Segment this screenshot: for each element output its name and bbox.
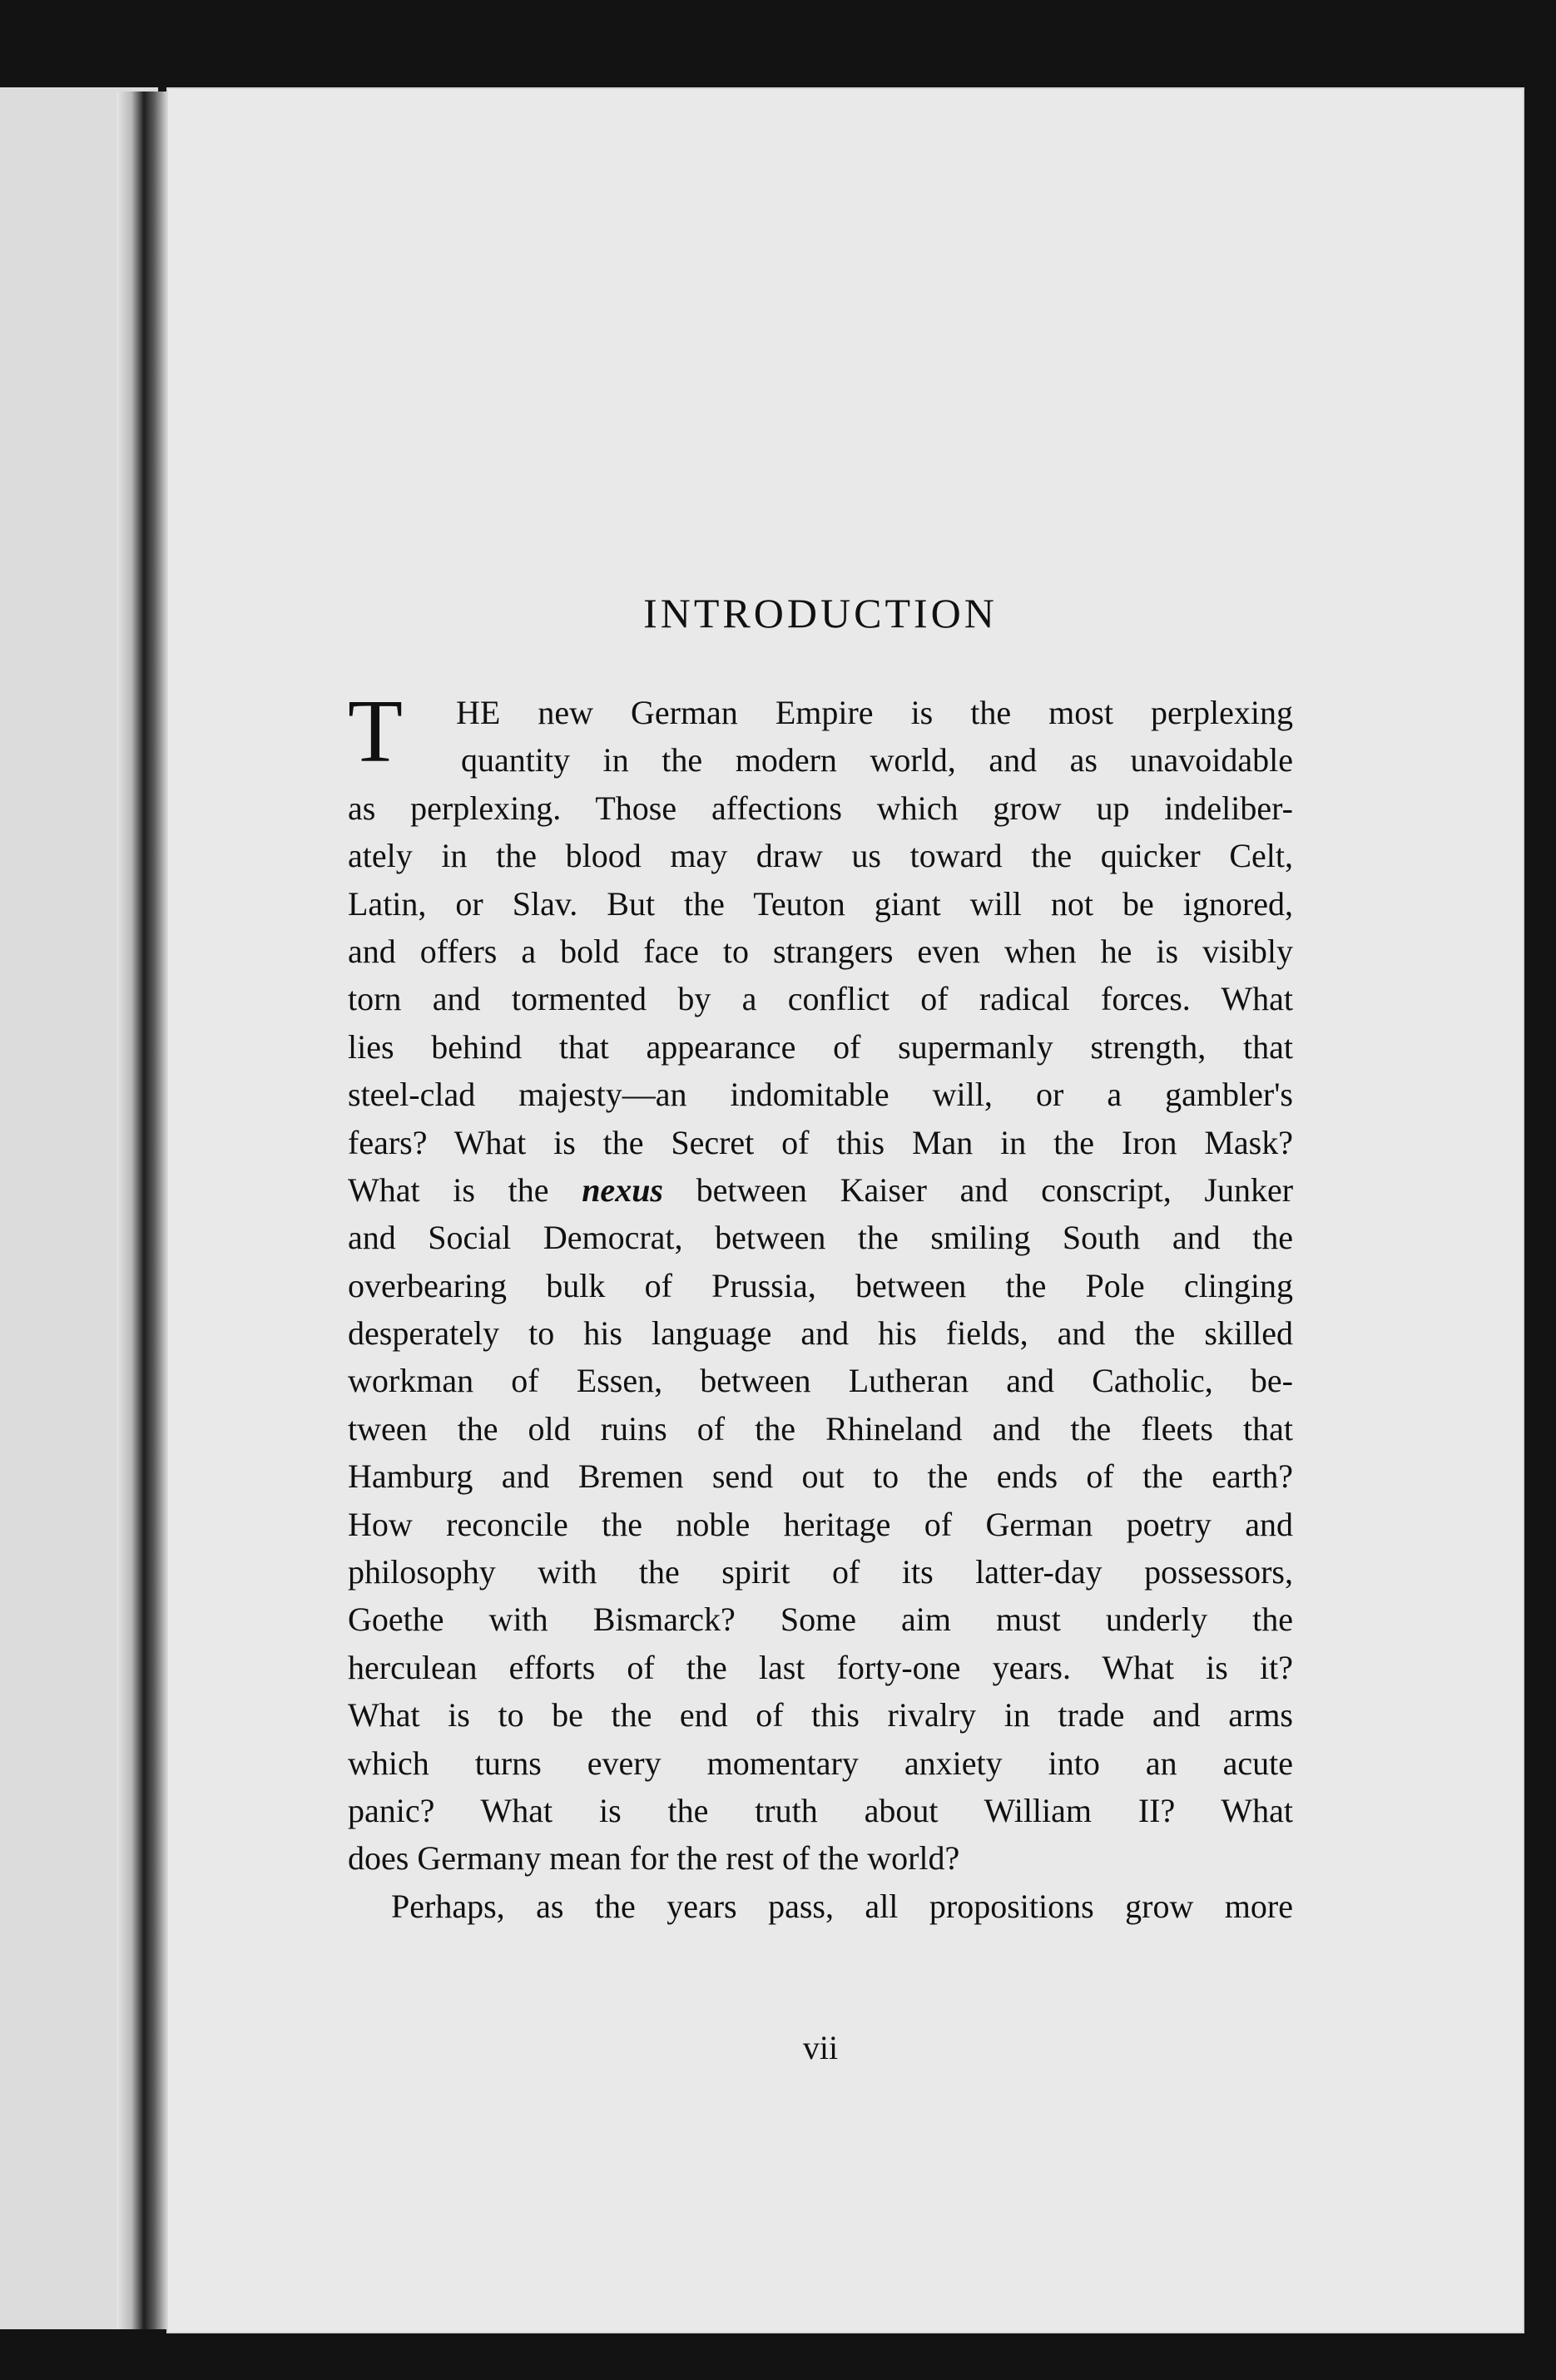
text-line: and offers a bold face to strangers even when he is visibly [348, 932, 1293, 970]
text-line: as perplexing. Those affections which grow up indeliber- [348, 789, 1293, 827]
text-line: overbearing bulk of Prussia, between the Pole clinging [348, 1266, 1293, 1304]
text-line: fears? What is the Secret of this Man in the Iron Mask? [348, 1123, 1293, 1161]
italic-word: nexus [582, 1170, 663, 1209]
line-text: What is the [348, 1170, 549, 1209]
page-number: vii [802, 2029, 839, 2066]
text-line [348, 1166, 1293, 1214]
text-line: ately in the blood may draw us toward the quicker Celt, [348, 837, 1293, 875]
chapter-heading: INTRODUCTION [643, 590, 998, 636]
text-line: lies behind that appearance of supermanly strength, that [348, 1027, 1293, 1066]
text-line: Goethe with Bismarck? Some aim must underly the [348, 1601, 1293, 1639]
book-gutter [116, 92, 166, 2329]
text-line: quantity in the modern world, and as unavoidable [461, 741, 1293, 779]
text-line: herculean efforts of the last forty-one years. What is it? [348, 1648, 1293, 1686]
text-line: steel-clad majesty—an indomitable will, or a gambler's [348, 1076, 1293, 1114]
text-line: and Social Democrat, between the smiling South and the [348, 1219, 1293, 1257]
text-line: workman of Essen, between Lutheran and Catholic, be- [348, 1362, 1293, 1400]
drop-cap: T [348, 682, 403, 781]
text-line: panic? What is the truth about William II? What [348, 1791, 1293, 1829]
text-line: Perhaps, as the years pass, all propositions grow more [391, 1887, 1293, 1925]
text-line: Latin, or Slav. But the Teuton giant will not be ignored, [348, 884, 1293, 923]
book-page [166, 87, 1524, 2333]
text-line: which turns every momentary anxiety into an acute [348, 1744, 1293, 1782]
text-line: does Germany mean for the rest of the world? [348, 1839, 960, 1878]
text-line: How reconcile the noble heritage of German poetry and [348, 1505, 1293, 1543]
text-line: Hamburg and Bremen send out to the ends of the earth? [348, 1457, 1293, 1496]
text-line: torn and tormented by a conflict of radical forces. What [348, 980, 1293, 1018]
text-line: desperately to his language and his fields, and the skilled [348, 1314, 1293, 1353]
text-line: What is to be the end of this rivalry in trade and arms [348, 1696, 1293, 1734]
line-text: between Kaiser and conscript, Junker [696, 1170, 1294, 1209]
body-text [348, 682, 1294, 1930]
text-line: philosophy with the spirit of its latter-day possessors, [348, 1553, 1293, 1591]
line-text: HE new German Empire is the most perplexing [456, 694, 1293, 731]
text-line: tween the old ruins of the Rhineland and the fleets that [348, 1409, 1293, 1447]
